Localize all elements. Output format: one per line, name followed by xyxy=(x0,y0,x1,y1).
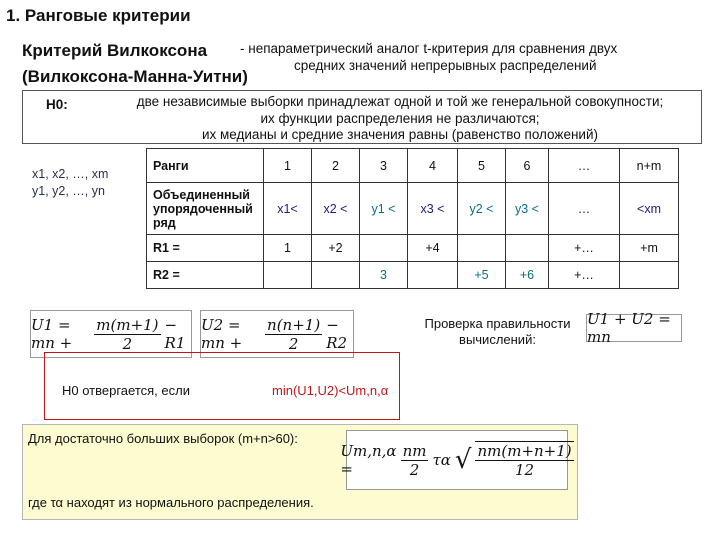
table-cell xyxy=(506,235,549,262)
hypothesis-line3: их медианы и средние значения равны (равенство положений) xyxy=(201,127,598,142)
table-cell: 1 xyxy=(264,235,312,262)
large-samples-line2: где τα находят из нормального распределения. xyxy=(28,495,314,510)
cv-sqrt-fraction xyxy=(475,441,573,479)
u1-denominator: 2 xyxy=(122,334,133,353)
row-label: Ранги xyxy=(147,149,264,183)
table-cell: … xyxy=(549,183,620,235)
cv-sqrt-denominator: 12 xyxy=(515,461,535,479)
table-cell: +5 xyxy=(458,262,506,289)
cv-sqrt-numerator: nm(m+n+1) xyxy=(477,442,572,460)
table-cell: y2 < xyxy=(458,183,506,235)
table-cell: x2 < xyxy=(312,183,360,235)
table-cell: 3 xyxy=(360,149,408,183)
criterion-line2: (Вилкоксона-Манна-Уитни) xyxy=(22,67,248,86)
table-cell: x3 < xyxy=(408,183,458,235)
table-row-r1 xyxy=(147,235,679,262)
table-cell: +… xyxy=(549,235,620,262)
critical-value-formula xyxy=(340,430,572,490)
u1-left: U1 = mn + xyxy=(31,316,73,352)
table-cell xyxy=(408,262,458,289)
table-cell: +4 xyxy=(408,235,458,262)
description-line1: - непараметрический аналог t-критерия для сравнения двух xyxy=(240,41,618,56)
u2-numerator: n(n+1) xyxy=(267,315,321,334)
hypothesis-label: Н0: xyxy=(46,97,68,112)
description-line2: средних значений непрерывных распределений xyxy=(294,58,597,73)
criterion-description xyxy=(240,40,660,74)
table-cell: x1< xyxy=(264,183,312,235)
table-cell: y1 < xyxy=(360,183,408,235)
table-cell xyxy=(458,235,506,262)
rejection-text: Н0 отвергается, если xyxy=(62,383,190,398)
table-cell: +6 xyxy=(506,262,549,289)
table-cell: 3 xyxy=(360,262,408,289)
check-formula: U1 + U2 = mn xyxy=(586,314,682,342)
hypothesis-line1: две независимые выборки принадлежат одной и той же генеральной совокупности; xyxy=(136,94,664,109)
row-label: R2 = xyxy=(147,262,264,289)
table-cell: <xm xyxy=(620,183,679,235)
table-row-r2 xyxy=(147,262,679,289)
row-label: R1 = xyxy=(147,235,264,262)
criterion-line1: Критерий Вилкоксона xyxy=(22,41,208,60)
table-cell: +… xyxy=(549,262,620,289)
rejection-condition: min(U1,U2)<Um,n,α xyxy=(272,383,389,398)
table-cell: 1 xyxy=(264,149,312,183)
sample-x: x1, x2, …, xm xyxy=(32,167,109,181)
hypothesis-line2: их функции распределения не различаются; xyxy=(260,110,540,126)
hypothesis-text xyxy=(100,94,700,144)
u1-numerator: m(m+1) xyxy=(96,315,159,334)
table-cell xyxy=(264,262,312,289)
u2-formula xyxy=(200,310,354,358)
table-cell: +2 xyxy=(312,235,360,262)
cv-numerator: nm xyxy=(402,441,427,460)
cv-tau: τα xyxy=(432,451,451,469)
table-cell xyxy=(360,235,408,262)
table-cell xyxy=(312,262,360,289)
sample-y: y1, y2, …, yn xyxy=(32,184,105,198)
ranks-table xyxy=(146,148,679,289)
u1-right: − R1 xyxy=(164,316,186,352)
large-samples-line1: Для достаточно больших выборок (m+n>60): xyxy=(28,431,298,446)
table-cell: n+m xyxy=(620,149,679,183)
u2-fraction xyxy=(265,316,322,353)
criterion-name xyxy=(22,38,248,90)
slide-title: 1. Ранговые критерии xyxy=(6,6,191,25)
table-cell: 6 xyxy=(506,149,549,183)
table-cell: … xyxy=(549,149,620,183)
sqrt-icon: √ xyxy=(454,445,472,475)
table-cell: 5 xyxy=(458,149,506,183)
u2-left: U2 = mn + xyxy=(201,316,243,352)
table-row-series xyxy=(147,183,679,235)
table-cell: y3 < xyxy=(506,183,549,235)
table-cell: 2 xyxy=(312,149,360,183)
cv-denominator: 2 xyxy=(409,460,420,479)
table-cell: +m xyxy=(620,235,679,262)
cv-left: Um,n,α = xyxy=(340,442,397,478)
table-row-ranks xyxy=(147,149,679,183)
table-cell: 4 xyxy=(408,149,458,183)
table-cell xyxy=(620,262,679,289)
row-label: Объединенный упорядоченный ряд xyxy=(147,183,264,235)
u2-right: − R2 xyxy=(326,316,348,352)
u1-formula xyxy=(30,310,192,358)
cv-fraction xyxy=(401,442,429,479)
u1-fraction xyxy=(94,316,160,353)
samples-definition xyxy=(32,166,108,200)
check-label: Проверка правильности вычислений: xyxy=(424,316,571,347)
u2-denominator: 2 xyxy=(288,334,299,353)
